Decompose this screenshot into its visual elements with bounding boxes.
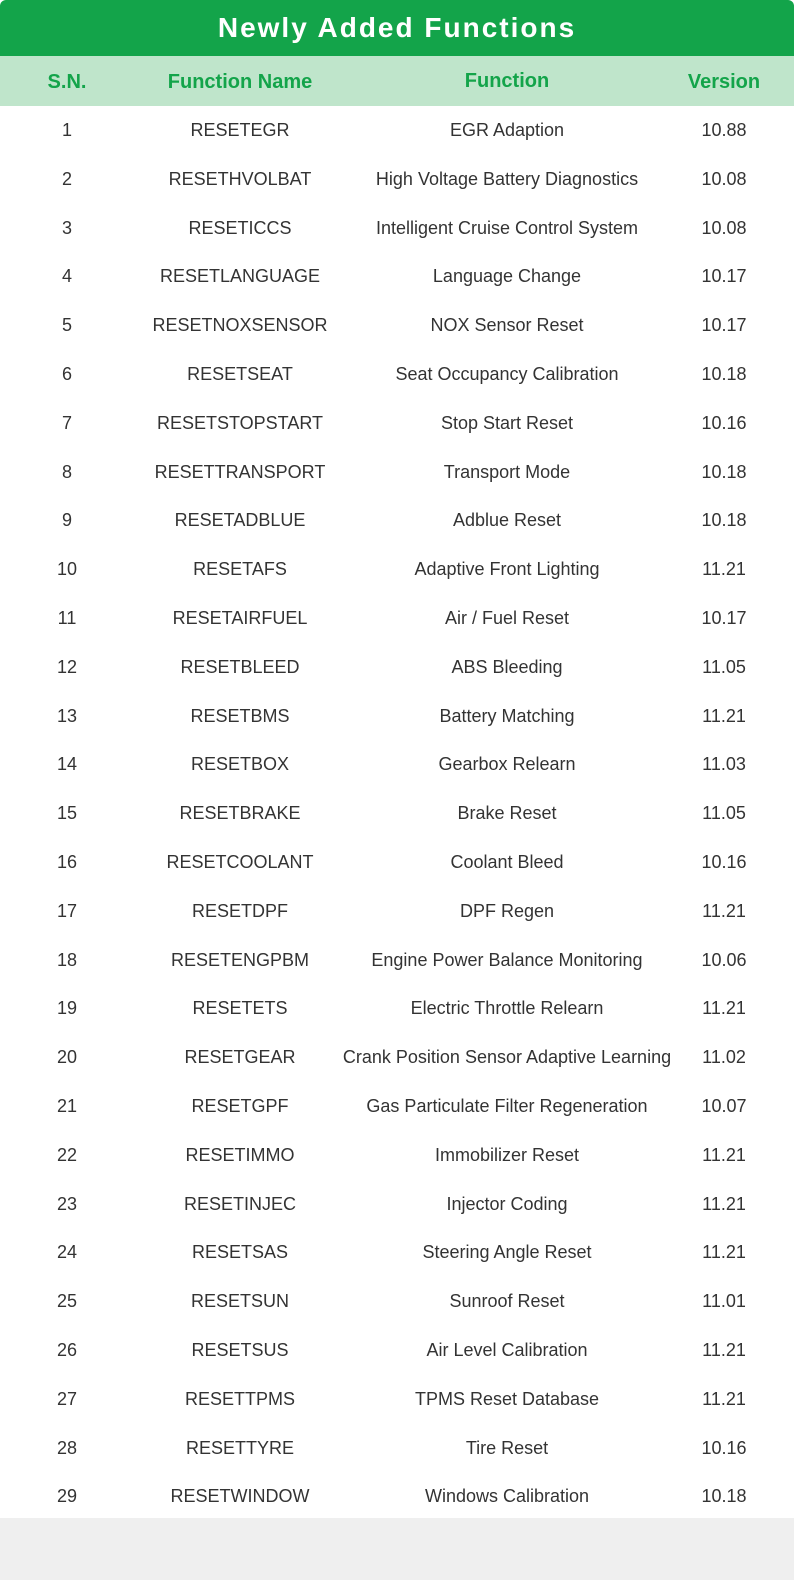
- table-row: [0, 1277, 794, 1326]
- cell-function-name: RESETETS: [192, 998, 288, 1019]
- cell-version: 11.01: [702, 1291, 746, 1312]
- table-row: [0, 252, 794, 301]
- cell-sn: 11: [57, 607, 77, 628]
- table-row: [0, 984, 794, 1033]
- cell-version: 10.16: [701, 412, 747, 433]
- cell-sn: 27: [56, 1388, 78, 1409]
- cell-sn: 16: [56, 851, 78, 872]
- cell-function: Injector Coding: [446, 1193, 568, 1214]
- cell-function-name: RESETLANGUAGE: [159, 266, 321, 287]
- cell-function: Transport Mode: [443, 461, 571, 482]
- page-title: Newly Added Functions: [217, 12, 577, 43]
- cell-function: Sunroof Reset: [449, 1291, 565, 1312]
- table-row: [0, 106, 794, 155]
- cell-function: Adblue Reset: [452, 510, 562, 531]
- cell-sn: 13: [56, 705, 78, 726]
- cell-sn: 4: [61, 266, 72, 287]
- cell-version: 10.06: [701, 949, 747, 970]
- cell-sn: 8: [61, 461, 72, 482]
- cell-function-name: RESETIMMO: [185, 1144, 295, 1165]
- cell-sn: 24: [56, 1242, 78, 1263]
- cell-sn: 29: [56, 1486, 78, 1507]
- cell-version: 11.21: [702, 998, 746, 1019]
- cell-function: Stop Start Reset: [440, 412, 574, 433]
- cell-function-name: RESETAIRFUEL: [172, 607, 308, 628]
- cell-version: 11.21: [702, 900, 746, 921]
- cell-function-name: RESETSTOPSTART: [156, 412, 324, 433]
- table-row: [0, 692, 794, 741]
- cell-function-name: RESETGEAR: [184, 1047, 296, 1068]
- cell-function: Immobilizer Reset: [434, 1144, 580, 1165]
- cell-function-name: RESETGPF: [191, 1095, 289, 1116]
- cell-version: 10.17: [701, 607, 747, 628]
- table-row: [0, 496, 794, 545]
- cell-function: DPF Regen: [459, 900, 555, 921]
- cell-version: 10.18: [701, 461, 747, 482]
- cell-function: Electric Throttle Relearn: [410, 998, 604, 1019]
- cell-sn: 26: [56, 1339, 78, 1360]
- table-row: [0, 448, 794, 497]
- cell-function: Coolant Bleed: [450, 851, 564, 872]
- table-body: [0, 106, 794, 1521]
- cell-version: 11.21: [702, 1144, 746, 1165]
- cell-sn: 17: [56, 900, 78, 921]
- cell-function: Adaptive Front Lighting: [414, 559, 600, 580]
- cell-function: Crank Position Sensor Adaptive Learning: [342, 1047, 672, 1068]
- cell-function: ABS Bleeding: [451, 656, 563, 677]
- cell-sn: 22: [56, 1144, 78, 1165]
- cell-version: 11.05: [702, 656, 746, 677]
- cell-version: 10.18: [701, 510, 747, 531]
- table-row: [0, 399, 794, 448]
- cell-version: 10.18: [701, 1486, 747, 1507]
- cell-version: 11.02: [702, 1047, 746, 1068]
- cell-function-name: RESETTPMS: [184, 1388, 295, 1409]
- cell-function: TPMS Reset Database: [414, 1388, 600, 1409]
- cell-version: 11.21: [702, 1193, 746, 1214]
- table-row: [0, 1375, 794, 1424]
- table-row: [0, 204, 794, 253]
- table-row: [0, 1326, 794, 1375]
- cell-function-name: RESETDPF: [191, 900, 288, 921]
- cell-function-name: RESETNOXSENSOR: [152, 315, 328, 336]
- cell-function: Battery Matching: [439, 705, 575, 726]
- cell-function: High Voltage Battery Diagnostics: [375, 168, 639, 189]
- cell-sn: 14: [56, 754, 78, 775]
- cell-version: 10.16: [701, 1437, 747, 1458]
- table-row: [0, 1082, 794, 1131]
- cell-sn: 7: [61, 412, 72, 433]
- table-row: [0, 1228, 794, 1277]
- cell-function-name: RESETTRANSPORT: [154, 461, 326, 482]
- cell-function-name: RESETSUS: [191, 1339, 289, 1360]
- cell-sn: 28: [56, 1437, 78, 1458]
- cell-version: 10.08: [701, 217, 747, 238]
- cell-version: 10.18: [701, 363, 747, 384]
- cell-function: Brake Reset: [457, 803, 557, 824]
- table-header: [0, 56, 794, 106]
- cell-function-name: RESETENGPBM: [170, 949, 310, 970]
- column-header-function: Function: [464, 70, 550, 92]
- table-row: [0, 594, 794, 643]
- cell-function: Engine Power Balance Monitoring: [371, 949, 643, 970]
- cell-sn: 12: [56, 656, 78, 677]
- cell-function: NOX Sensor Reset: [430, 315, 584, 336]
- cell-sn: 21: [56, 1095, 78, 1116]
- table-row: [0, 545, 794, 594]
- footer-band: [0, 1518, 794, 1580]
- cell-version: 10.08: [701, 168, 747, 189]
- cell-function: EGR Adaption: [449, 120, 565, 140]
- cell-function-name: RESETHVOLBAT: [168, 168, 312, 189]
- table-row: [0, 789, 794, 838]
- cell-sn: 1: [61, 120, 72, 140]
- cell-version: 10.07: [701, 1095, 747, 1116]
- table-row: [0, 350, 794, 399]
- table-row: [0, 740, 794, 789]
- cell-version: 11.21: [702, 705, 746, 726]
- cell-function: Windows Calibration: [424, 1486, 590, 1507]
- table-row: [0, 1472, 794, 1521]
- table-row: [0, 1131, 794, 1180]
- cell-sn: 19: [56, 998, 78, 1019]
- table-row: [0, 155, 794, 204]
- cell-function-name: RESETBRAKE: [179, 803, 301, 824]
- cell-version: 10.88: [701, 120, 747, 140]
- cell-function-name: RESETTYRE: [185, 1437, 295, 1458]
- cell-sn: 10: [56, 559, 78, 580]
- cell-sn: 18: [56, 949, 78, 970]
- cell-function-name: RESETBLEED: [180, 656, 300, 677]
- column-header-sn: S.N.: [47, 71, 87, 93]
- cell-sn: 2: [61, 168, 72, 189]
- cell-version: 10.17: [701, 266, 747, 287]
- cell-function: Air Level Calibration: [426, 1339, 588, 1360]
- cell-sn: 9: [61, 510, 72, 531]
- table-row: [0, 887, 794, 936]
- cell-function-name: RESETSEAT: [187, 363, 293, 384]
- cell-function: Language Change: [432, 266, 582, 287]
- cell-function: Intelligent Cruise Control System: [375, 217, 639, 238]
- cell-version: 11.21: [702, 559, 746, 580]
- cell-version: 11.21: [702, 1339, 746, 1360]
- cell-function-name: RESETSAS: [191, 1242, 289, 1263]
- cell-function-name: RESETWINDOW: [170, 1486, 310, 1507]
- title-banner: [0, 0, 794, 56]
- cell-function: Air / Fuel Reset: [444, 607, 570, 628]
- cell-sn: 15: [56, 803, 78, 824]
- column-header-function-name: Function Name: [167, 71, 313, 93]
- cell-function-name: RESETSUN: [190, 1291, 289, 1312]
- cell-sn: 5: [61, 315, 72, 336]
- cell-function: Steering Angle Reset: [422, 1242, 592, 1263]
- table-row: [0, 1033, 794, 1082]
- cell-function: Gas Particulate Filter Regeneration: [366, 1095, 648, 1116]
- cell-function: Gearbox Relearn: [438, 754, 576, 775]
- table-row: [0, 1180, 794, 1229]
- cell-version: 11.03: [702, 754, 746, 775]
- table-row: [0, 301, 794, 350]
- cell-function-name: RESETCOOLANT: [166, 851, 314, 872]
- cell-function-name: RESETBOX: [190, 754, 290, 775]
- cell-function-name: RESETADBLUE: [174, 510, 306, 531]
- cell-version: 10.17: [701, 315, 747, 336]
- cell-sn: 20: [56, 1047, 78, 1068]
- table-row: [0, 838, 794, 887]
- cell-sn: 25: [56, 1291, 78, 1312]
- cell-function-name: RESETBMS: [190, 705, 290, 726]
- table-row: [0, 643, 794, 692]
- table-row: [0, 1424, 794, 1473]
- cell-function-name: RESETICCS: [188, 217, 292, 238]
- column-header-version: Version: [687, 71, 761, 93]
- cell-version: 11.05: [702, 803, 746, 824]
- table-row: [0, 936, 794, 985]
- cell-function-name: RESETINJEC: [183, 1193, 297, 1214]
- cell-version: 11.21: [702, 1242, 746, 1263]
- cell-function-name: RESETEGR: [190, 120, 290, 140]
- cell-sn: 23: [56, 1193, 78, 1214]
- cell-version: 10.16: [701, 851, 747, 872]
- cell-sn: 3: [61, 217, 72, 238]
- cell-function: Tire Reset: [465, 1437, 549, 1458]
- cell-version: 11.21: [702, 1388, 746, 1409]
- cell-sn: 6: [61, 363, 72, 384]
- cell-function: Seat Occupancy Calibration: [395, 363, 619, 384]
- cell-function-name: RESETAFS: [193, 559, 287, 580]
